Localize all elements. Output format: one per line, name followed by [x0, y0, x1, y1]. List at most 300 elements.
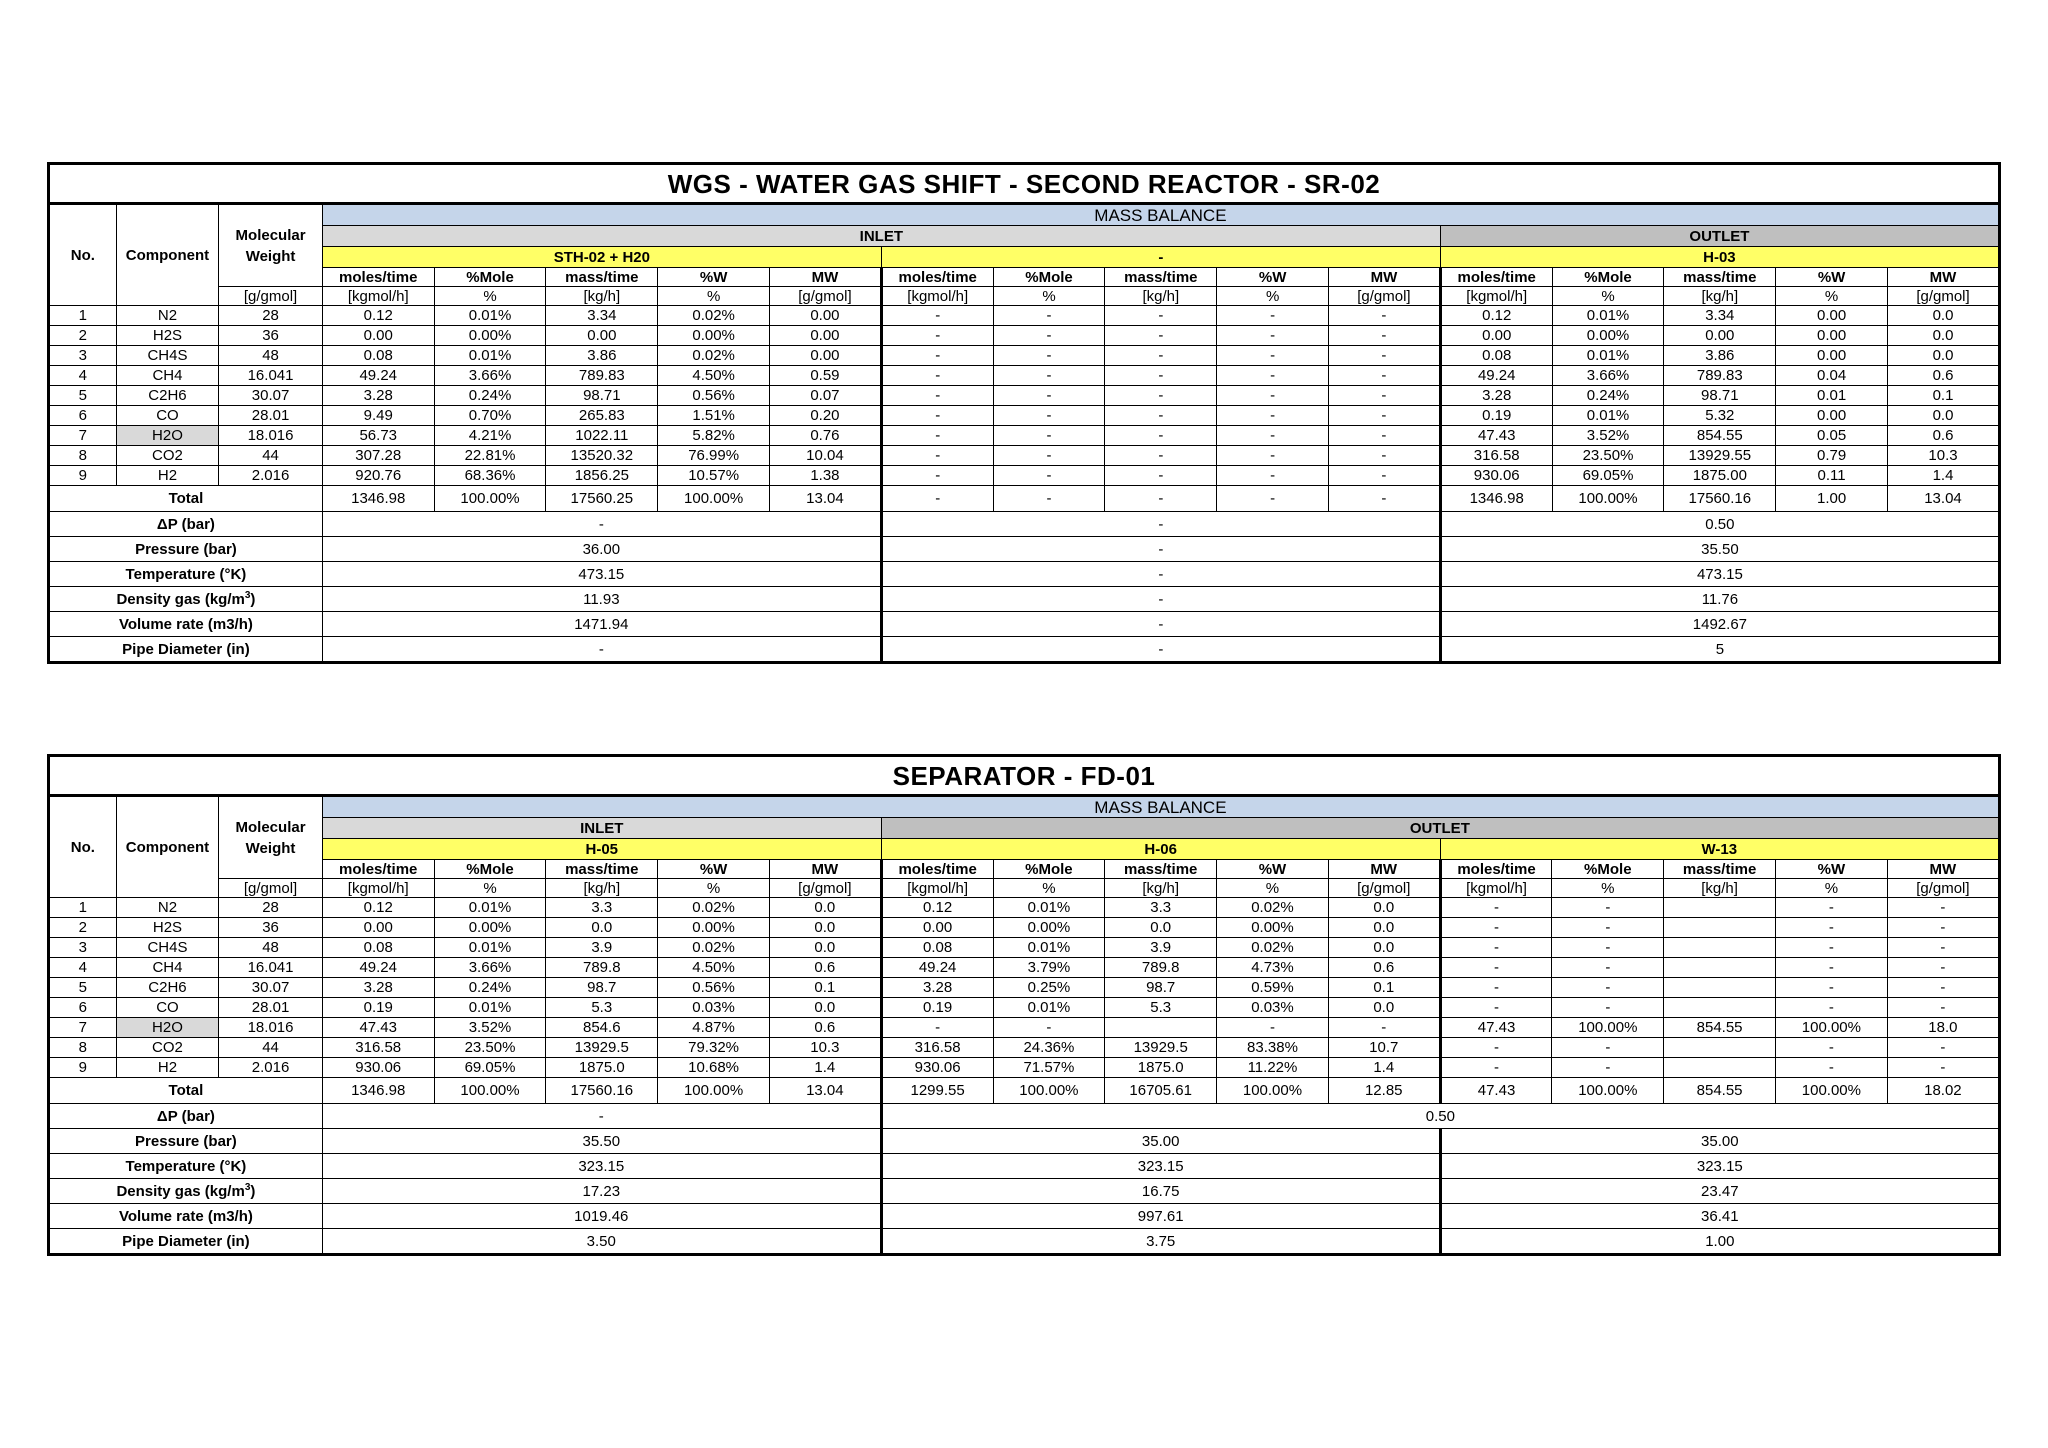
value-cell: - [1217, 366, 1329, 386]
value-cell [1664, 1058, 1776, 1078]
value-cell: - [993, 326, 1105, 346]
value-cell: - [1552, 958, 1664, 978]
value-cell: 13929.5 [1105, 1038, 1217, 1058]
value-cell: 920.76 [322, 466, 434, 486]
property-value: 3.50 [322, 1229, 881, 1255]
value-cell: 0.08 [881, 938, 993, 958]
value-cell: 0.01% [434, 898, 546, 918]
property-label [49, 562, 323, 587]
row-number: 4 [49, 366, 117, 386]
value-cell: - [1105, 326, 1217, 346]
value-cell: 0.00 [881, 918, 993, 938]
value-cell: 265.83 [546, 406, 658, 426]
total-row [49, 1078, 2000, 1104]
mass-balance-row [49, 796, 2000, 818]
value-cell: 1022.11 [546, 426, 658, 446]
no-header: No. [49, 796, 117, 898]
units-row [49, 287, 2000, 306]
value-cell: 5.3 [1105, 998, 1217, 1018]
value-cell [1664, 978, 1776, 998]
row-number: 9 [49, 1058, 117, 1078]
total-value: 17560.16 [1664, 486, 1776, 512]
column-unit: [kgmol/h] [881, 287, 993, 306]
property-label [49, 612, 323, 637]
value-cell: - [1775, 978, 1887, 998]
value-cell: - [1440, 978, 1552, 998]
column-unit: [g/gmol] [769, 879, 881, 898]
row-number: 8 [49, 1038, 117, 1058]
value-cell: 49.24 [322, 958, 434, 978]
molecular-weight-header-1 [219, 204, 323, 287]
property-row [49, 562, 2000, 587]
column-head: MW [769, 860, 881, 879]
value-cell: - [1887, 958, 1999, 978]
value-cell: 79.32% [658, 1038, 770, 1058]
fd01-mass-balance-sheet [47, 754, 2001, 1256]
value-cell: 56.73 [322, 426, 434, 446]
value-cell: - [1440, 998, 1552, 1018]
value-cell: 0.0 [769, 998, 881, 1018]
property-value: 35.50 [1440, 537, 1999, 562]
value-cell: 3.34 [546, 306, 658, 326]
table-row [49, 366, 2000, 386]
value-cell: 22.81% [434, 446, 546, 466]
table-row [49, 958, 2000, 978]
property-label-text: Temperature (°K) [125, 1157, 247, 1175]
value-cell: - [881, 406, 993, 426]
value-cell: 789.83 [1664, 366, 1776, 386]
value-cell: - [1105, 346, 1217, 366]
mw-unit: [g/gmol] [219, 287, 323, 306]
property-label [49, 1129, 323, 1154]
value-cell: - [1329, 406, 1441, 426]
property-label [49, 537, 323, 562]
property-row [49, 537, 2000, 562]
value-cell: 0.02% [658, 898, 770, 918]
value-cell: - [1775, 898, 1887, 918]
property-value: 35.50 [322, 1129, 881, 1154]
component-name: H2 [116, 1058, 219, 1078]
value-cell: 3.28 [322, 386, 434, 406]
value-cell: 0.76 [770, 426, 882, 446]
value-cell: - [1105, 446, 1217, 466]
molecular-weight: 30.07 [219, 386, 323, 406]
column-unit: [kg/h] [546, 287, 658, 306]
property-value: - [322, 512, 881, 537]
value-cell: - [1329, 366, 1441, 386]
value-cell: 0.08 [322, 346, 434, 366]
value-cell [1664, 958, 1776, 978]
total-value: 100.00% [658, 486, 770, 512]
value-cell: 0.24% [1552, 386, 1664, 406]
value-cell: 1856.25 [546, 466, 658, 486]
value-cell: 0.19 [1440, 406, 1552, 426]
column-head: %W [658, 268, 770, 287]
value-cell: 0.24% [434, 978, 546, 998]
molecular-weight-header-1 [219, 796, 323, 879]
value-cell: - [1775, 998, 1887, 1018]
value-cell: - [881, 326, 993, 346]
value-cell: - [1440, 918, 1552, 938]
value-cell: 4.50% [658, 958, 770, 978]
value-cell: 10.68% [658, 1058, 770, 1078]
value-cell: 0.6 [1328, 958, 1440, 978]
row-number: 3 [49, 938, 117, 958]
property-label [49, 637, 323, 663]
molecular-weight: 30.07 [219, 978, 323, 998]
property-value: - [881, 637, 1440, 663]
value-cell: 930.06 [881, 1058, 993, 1078]
value-cell: - [1217, 386, 1329, 406]
component-name: C2H6 [116, 386, 219, 406]
value-cell: 1.38 [770, 466, 882, 486]
total-value: 100.00% [1775, 1078, 1887, 1104]
property-value: 35.00 [1440, 1129, 1999, 1154]
stream-row [49, 839, 2000, 860]
value-cell: 0.01 [1776, 386, 1888, 406]
column-head: mass/time [1105, 268, 1217, 287]
outlet-header: OUTLET [1440, 226, 1999, 247]
value-cell: - [1329, 466, 1441, 486]
value-cell: 0.59% [1217, 978, 1329, 998]
property-label [49, 1154, 323, 1179]
property-label-text: ΔP (bar) [156, 515, 215, 533]
row-number: 5 [49, 386, 117, 406]
value-cell: 68.36% [434, 466, 546, 486]
value-cell: - [1440, 938, 1552, 958]
value-cell: 0.00% [434, 326, 546, 346]
value-cell: 0.02% [1217, 898, 1329, 918]
table-row [49, 898, 2000, 918]
property-value: 17.23 [322, 1179, 881, 1204]
value-cell: 0.00 [770, 346, 882, 366]
property-label [49, 1204, 323, 1229]
value-cell: 13520.32 [546, 446, 658, 466]
molecular-weight: 16.041 [219, 958, 323, 978]
molecular-weight-line-1: Molecular [235, 226, 306, 244]
stream-row [49, 247, 2000, 268]
value-cell: 0.00% [658, 918, 770, 938]
value-cell: 316.58 [881, 1038, 993, 1058]
property-label-text: Pipe Diameter (in) [122, 640, 250, 658]
molecular-weight: 28.01 [219, 406, 323, 426]
value-cell: - [1105, 306, 1217, 326]
value-cell: 0.6 [1888, 426, 2000, 446]
value-cell: 0.0 [769, 938, 881, 958]
column-head: mass/time [1105, 860, 1217, 879]
column-head-row [49, 268, 2000, 287]
table-row [49, 326, 2000, 346]
fd01-mass-balance-table [47, 754, 2001, 1256]
column-unit: [kg/h] [1664, 287, 1776, 306]
value-cell: - [1217, 1018, 1329, 1038]
value-cell: 0.00 [546, 326, 658, 346]
property-value: 1471.94 [322, 612, 881, 637]
sr02-mass-balance-table [47, 162, 2001, 664]
component-name: H2O [116, 1018, 219, 1038]
value-cell: - [1775, 958, 1887, 978]
value-cell: 854.6 [546, 1018, 658, 1038]
table-row [49, 446, 2000, 466]
value-cell: - [1217, 426, 1329, 446]
total-value: 13.04 [1888, 486, 2000, 512]
value-cell: 0.70% [434, 406, 546, 426]
property-label-tail: ) [250, 1183, 256, 1200]
units-row [49, 879, 2000, 898]
property-label-sup: 3 [244, 1182, 251, 1193]
value-cell: 0.0 [1328, 938, 1440, 958]
value-cell: 0.6 [769, 1018, 881, 1038]
inlet-header: INLET [322, 818, 881, 839]
column-head: MW [1888, 268, 2000, 287]
component-name: CH4S [116, 938, 219, 958]
property-value: 3.75 [881, 1229, 1440, 1255]
column-head: moles/time [881, 860, 993, 879]
property-value: 323.15 [322, 1154, 881, 1179]
stream-name: H-03 [1440, 247, 1999, 268]
total-value: 1346.98 [322, 1078, 434, 1104]
property-label-sup: 3 [244, 590, 251, 601]
value-cell: 0.02% [1217, 938, 1329, 958]
value-cell: 49.24 [1440, 366, 1552, 386]
value-cell: 0.00 [322, 326, 434, 346]
table-row [49, 406, 2000, 426]
molecular-weight: 28.01 [219, 998, 323, 1018]
value-cell: - [993, 1018, 1105, 1038]
total-value: 100.00% [993, 1078, 1105, 1104]
molecular-weight: 48 [219, 938, 323, 958]
value-cell: - [1105, 386, 1217, 406]
value-cell: 0.1 [1328, 978, 1440, 998]
value-cell: - [881, 466, 993, 486]
component-header: Component [116, 796, 219, 898]
value-cell: 1.4 [1328, 1058, 1440, 1078]
table-row [49, 466, 2000, 486]
value-cell: - [993, 306, 1105, 326]
value-cell: 10.3 [769, 1038, 881, 1058]
component-name: N2 [116, 306, 219, 326]
value-cell: - [1329, 386, 1441, 406]
property-row [49, 1154, 2000, 1179]
inlet-outlet-row [49, 818, 2000, 839]
molecular-weight: 18.016 [219, 426, 323, 446]
value-cell: 11.22% [1217, 1058, 1329, 1078]
value-cell: 0.00 [1440, 326, 1552, 346]
value-cell: 3.28 [322, 978, 434, 998]
value-cell: 3.3 [1105, 898, 1217, 918]
value-cell: 0.20 [770, 406, 882, 426]
property-value: 1492.67 [1440, 612, 1999, 637]
value-cell: 0.03% [1217, 998, 1329, 1018]
total-value: 47.43 [1440, 1078, 1552, 1104]
property-value: 11.93 [322, 587, 881, 612]
value-cell: 0.01% [993, 938, 1105, 958]
column-unit: % [434, 879, 546, 898]
value-cell: 1875.0 [546, 1058, 658, 1078]
value-cell: 1.4 [769, 1058, 881, 1078]
value-cell: 789.8 [1105, 958, 1217, 978]
total-value: 100.00% [658, 1078, 770, 1104]
value-cell: - [1775, 1038, 1887, 1058]
value-cell: 3.9 [546, 938, 658, 958]
value-cell: 3.34 [1664, 306, 1776, 326]
value-cell [1664, 918, 1776, 938]
value-cell: 24.36% [993, 1038, 1105, 1058]
value-cell: - [1329, 426, 1441, 446]
property-label-text: Volume rate (m3/h) [118, 615, 253, 633]
table-row [49, 1058, 2000, 1078]
column-unit: [g/gmol] [770, 287, 882, 306]
value-cell: 854.55 [1664, 426, 1776, 446]
mass-balance-header: MASS BALANCE [322, 796, 1999, 818]
value-cell: 0.00 [1776, 406, 1888, 426]
value-cell: 0.79 [1776, 446, 1888, 466]
total-value: 100.00% [434, 1078, 546, 1104]
value-cell: - [1217, 326, 1329, 346]
value-cell: 0.12 [881, 898, 993, 918]
column-unit: [g/gmol] [1887, 879, 1999, 898]
property-value: - [881, 512, 1440, 537]
molecular-weight: 28 [219, 306, 323, 326]
value-cell: 930.06 [322, 1058, 434, 1078]
value-cell: 0.0 [769, 918, 881, 938]
total-value: 854.55 [1664, 1078, 1776, 1104]
value-cell: 0.56% [658, 978, 770, 998]
column-head: %Mole [434, 860, 546, 879]
component-name: CO [116, 406, 219, 426]
value-cell: 0.0 [1328, 998, 1440, 1018]
component-name: C2H6 [116, 978, 219, 998]
value-cell: 0.0 [1888, 346, 2000, 366]
column-head: mass/time [1664, 268, 1776, 287]
molecular-weight: 16.041 [219, 366, 323, 386]
value-cell: 0.0 [546, 918, 658, 938]
property-value: - [881, 562, 1440, 587]
value-cell: 4.73% [1217, 958, 1329, 978]
value-cell: 0.01% [434, 998, 546, 1018]
column-head: %Mole [1552, 268, 1664, 287]
component-name: CH4S [116, 346, 219, 366]
mass-balance-row [49, 204, 2000, 226]
value-cell: - [1887, 918, 1999, 938]
total-value: 18.02 [1887, 1078, 1999, 1104]
value-cell: 0.00 [770, 306, 882, 326]
value-cell: 0.02% [658, 938, 770, 958]
value-cell: 0.12 [322, 898, 434, 918]
value-cell: 0.05 [1776, 426, 1888, 446]
value-cell: 3.52% [1552, 426, 1664, 446]
value-cell: 0.01% [1552, 406, 1664, 426]
total-value: 1346.98 [1440, 486, 1552, 512]
value-cell: 10.04 [770, 446, 882, 466]
value-cell: 1875.0 [1105, 1058, 1217, 1078]
value-cell: - [993, 466, 1105, 486]
column-head: MW [770, 268, 882, 287]
property-label-text: Pipe Diameter (in) [122, 1232, 250, 1250]
value-cell: 0.07 [770, 386, 882, 406]
value-cell: - [881, 366, 993, 386]
stream-name: - [881, 247, 1440, 268]
property-value: 323.15 [881, 1154, 1440, 1179]
total-value: 1.00 [1776, 486, 1888, 512]
value-cell: 0.00 [770, 326, 882, 346]
value-cell: 0.00% [658, 326, 770, 346]
row-number: 1 [49, 898, 117, 918]
inlet-outlet-row [49, 226, 2000, 247]
value-cell: - [1217, 346, 1329, 366]
value-cell [1664, 938, 1776, 958]
value-cell: 0.12 [322, 306, 434, 326]
property-value: - [881, 587, 1440, 612]
value-cell: 3.9 [1105, 938, 1217, 958]
property-label-text: Pressure (bar) [135, 540, 237, 558]
table-row [49, 306, 2000, 326]
value-cell: - [1217, 306, 1329, 326]
value-cell: 0.24% [434, 386, 546, 406]
value-cell: 0.04 [1776, 366, 1888, 386]
value-cell: 0.01% [434, 346, 546, 366]
molecular-weight: 44 [219, 1038, 323, 1058]
table-row [49, 978, 2000, 998]
total-value: - [1217, 486, 1329, 512]
delta-p-row [49, 1104, 2000, 1129]
total-value: 1346.98 [322, 486, 434, 512]
delta-p-label: ΔP (bar) [49, 1104, 323, 1129]
value-cell: 930.06 [1440, 466, 1552, 486]
table-row [49, 346, 2000, 366]
value-cell: 0.6 [769, 958, 881, 978]
value-cell: 0.00 [1776, 306, 1888, 326]
value-cell: 0.02% [658, 346, 770, 366]
property-row [49, 587, 2000, 612]
property-row [49, 1229, 2000, 1255]
column-head: %W [658, 860, 770, 879]
value-cell: 0.03% [658, 998, 770, 1018]
value-cell: 854.55 [1664, 1018, 1776, 1038]
property-value: 997.61 [881, 1204, 1440, 1229]
total-value: - [993, 486, 1105, 512]
value-cell: - [1217, 466, 1329, 486]
property-value: 36.00 [322, 537, 881, 562]
outlet-header: OUTLET [881, 818, 1999, 839]
column-unit: [kgmol/h] [1440, 879, 1552, 898]
value-cell: - [1329, 346, 1441, 366]
value-cell: 0.1 [1888, 386, 2000, 406]
value-cell: - [881, 1018, 993, 1038]
value-cell: 0.0 [1105, 918, 1217, 938]
value-cell: - [1440, 1038, 1552, 1058]
value-cell: 0.25% [993, 978, 1105, 998]
row-number: 2 [49, 918, 117, 938]
component-name: CH4 [116, 366, 219, 386]
total-value: 100.00% [434, 486, 546, 512]
column-unit: [g/gmol] [1328, 879, 1440, 898]
value-cell: 0.00% [1552, 326, 1664, 346]
property-value: 1.00 [1440, 1229, 1999, 1255]
property-value: 5 [1440, 637, 1999, 663]
value-cell: 0.00 [1776, 346, 1888, 366]
property-label [49, 1179, 323, 1204]
column-head: mass/time [546, 268, 658, 287]
column-head: %Mole [993, 860, 1105, 879]
value-cell: - [1552, 938, 1664, 958]
value-cell: - [1440, 898, 1552, 918]
stream-name: H-05 [322, 839, 881, 860]
value-cell: - [1887, 898, 1999, 918]
column-head: %Mole [993, 268, 1105, 287]
component-name: CH4 [116, 958, 219, 978]
value-cell: 98.7 [546, 978, 658, 998]
